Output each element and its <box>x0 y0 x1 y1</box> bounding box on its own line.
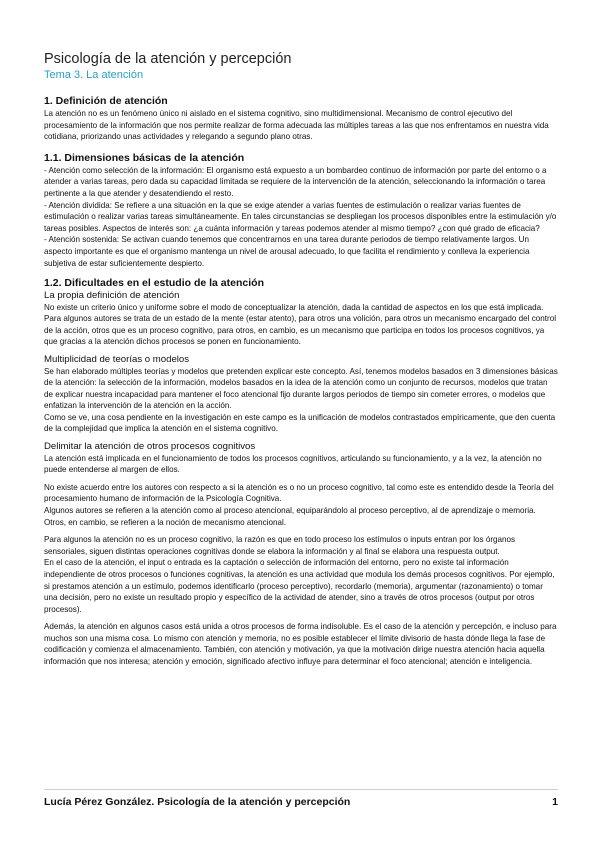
subsection-teorias-paragraph-2: Como se ve, una cosa pendiente en la investigación en este campo es la unificación de modelos contrastados empíricamente, que den cuenta de la complejidad que implica la atención en el sistema cognitivo. <box>44 412 556 434</box>
page-number: 1 <box>552 796 558 808</box>
section-1-1-paragraph-1: - Atención como selección de la información: El organismo está expuesto a un bombardeo continuo de información por parte del entorno o a atender a varias tareas, pero dada su capacidad limitada se requiere de la intervención de la atención, seleccionando la información o tarea pertinente a la que atender y desatendiendo el resto. <box>44 165 547 198</box>
subsection-definicion-heading: La propia definición de atención <box>44 290 180 302</box>
subsection-delimitar-heading: Delimitar la atención de otros procesos cognitivos <box>44 441 256 453</box>
subsection-delimitar-paragraph-3: Algunos autores se refieren a la atención como al proceso atencional, equiparándolo al proceso perceptivo, al de aprendizaje o memoria. Otros, en cambio, se refieren a la noción de mecanismo atencional. <box>44 505 536 527</box>
section-1-1-paragraph-3: - Atención sostenida: Se activan cuando tenemos que concentrarnos en una tarea durante periodos de tiempo relativamente largos. Un aspecto importante es que el organismo mantenga un nivel de arousal adecuado, lo que facilita el rendimiento y conlleva la experiencia subjetiva de estar suficientemente despierto. <box>44 235 530 268</box>
document-page <box>44 50 558 668</box>
footer-author-title: Lucía Pérez González. Psicología de la atención y percepción <box>44 796 351 808</box>
subsection-teorias-paragraph-1: Se han elaborado múltiples teorías y modelos que pretenden explicar este concepto. Así, tenemos modelos basados en 3 dimensiones básicas de la atención: la selección de la información, modelos basados en la idea de la atención como un conjunto de recursos, modelos que tratan de explicar nuestra incapacidad para mantener el foco atencional fijo durante largos periodos de tiempo sin cometer errores, o modelos que enfatizan la intervención de la atención en la acción. <box>44 366 558 411</box>
section-1-heading: 1. Definición de atención <box>44 95 168 107</box>
document-title: Psicología de la atención y percepción <box>44 51 292 67</box>
subsection-delimitar-paragraph-5: En el caso de la atención, el input o entrada es la captación o selección de información del entorno, pero no existe tal información independiente de otros procesos o funciones cognitivas, la atención es una actividad que modula los demás procesos cognitivos. Por ejemplo, si prestamos atención a un estímulo, podemos identificarlo (proceso perceptivo), recordarlo (memoria), argumentar (razonamiento) o tomar una decisión, pero no existe un resultado propio y específico de la actividad de atender, sino a través de otros procesos (output por otros procesos). <box>44 558 555 614</box>
section-1-2-heading: 1.2. Dificultades en el estudio de la atención <box>44 277 264 290</box>
subsection-delimitar-paragraph-6: Además, la atención en algunos casos está unida a otros procesos de forma indisoluble. Es el caso de la atención y percepción, e incluso para muchos son una misma cosa. Lo mismo con atención y memoria, no es posible establecer el límite divisorio de hasta dónde llega la fase de codificación y comienza el almacenamiento. También, con atención y motivación, ya que la motivación dirige nuestra atención hacia aquella información que nos interesa; atención y emoción, significado afectivo influye para determinar el foco atencional; atención e inteligencia. <box>44 622 557 667</box>
document-subtitle: Tema 3. La atención <box>44 69 144 81</box>
section-1-1-heading: 1.1. Dimensiones básicas de la atención <box>44 151 245 164</box>
page-footer <box>44 796 558 810</box>
subsection-teorias-heading: Multiplicidad de teorías o modelos <box>44 354 190 365</box>
subsection-definicion-paragraph: No existe un criterio único y uniforme sobre el modo de conceptualizar la atención, dada la cantidad de aspectos en los que está implicada. Para algunos autores se trata de un estado de la mente (estar atento), para otros una volición, para otros un mecanismo encargado del control de la acción, otros que es un proceso cognitivo, para otros, en cambio, es un mecanismo que participa en todos los procesos cognitivos, ya que gracias a la atención dichos procesos se ponen en funcionamiento. <box>44 302 557 347</box>
subsection-delimitar-paragraph-2: No existe acuerdo entre los autores con respecto a si la atención es o no un proceso cognitivo, tal como este es entendido desde la Teoría del procesamiento humano de información de la Psicología Cognitiva. <box>44 482 554 504</box>
subsection-delimitar-paragraph-1: La atención está implicada en el funcionamiento de todos los procesos cognitivos, articulando su funcionamiento, y a la vez, la atención no puede entenderse al margen de ellos. <box>44 453 542 475</box>
section-1-paragraph: La atención no es un fenómeno único ni aislado en el sistema cognitivo, sino multidimensional. Mecanismo de control ejecutivo del procesamiento de la información que nos permite realizar de forma adecuada las múltiples tareas a las que nos enfrentamos en nuestra vida cotidiana, priorizando unas actividades y relegando a segundo plano otras. <box>44 109 549 142</box>
footer-divider <box>44 789 558 790</box>
subsection-delimitar-paragraph-4: Para algunos la atención no es un proceso cognitivo, la razón es que en todo proceso los estímulos o inputs entran por los órganos sensoriales, siguen distintas operaciones cognitivas donde se elabora la información y al final se elabora una respuesta output. <box>44 535 516 556</box>
section-1-1-paragraph-2: - Atención dividida: Se refiere a una situación en la que se exige atender a varias fuentes de estimulación o realizar varias fuentes de estimulación o realizar varias tareas simultáneamente. En tales circunstancias se despliegan los procesos disponibles entre la estimulación y/o tareas posibles. Aspectos de interés son: ¿a cuánta información y tareas podemos atender al mismo tiempo? ¿con qué grado de eficacia? <box>44 200 557 233</box>
